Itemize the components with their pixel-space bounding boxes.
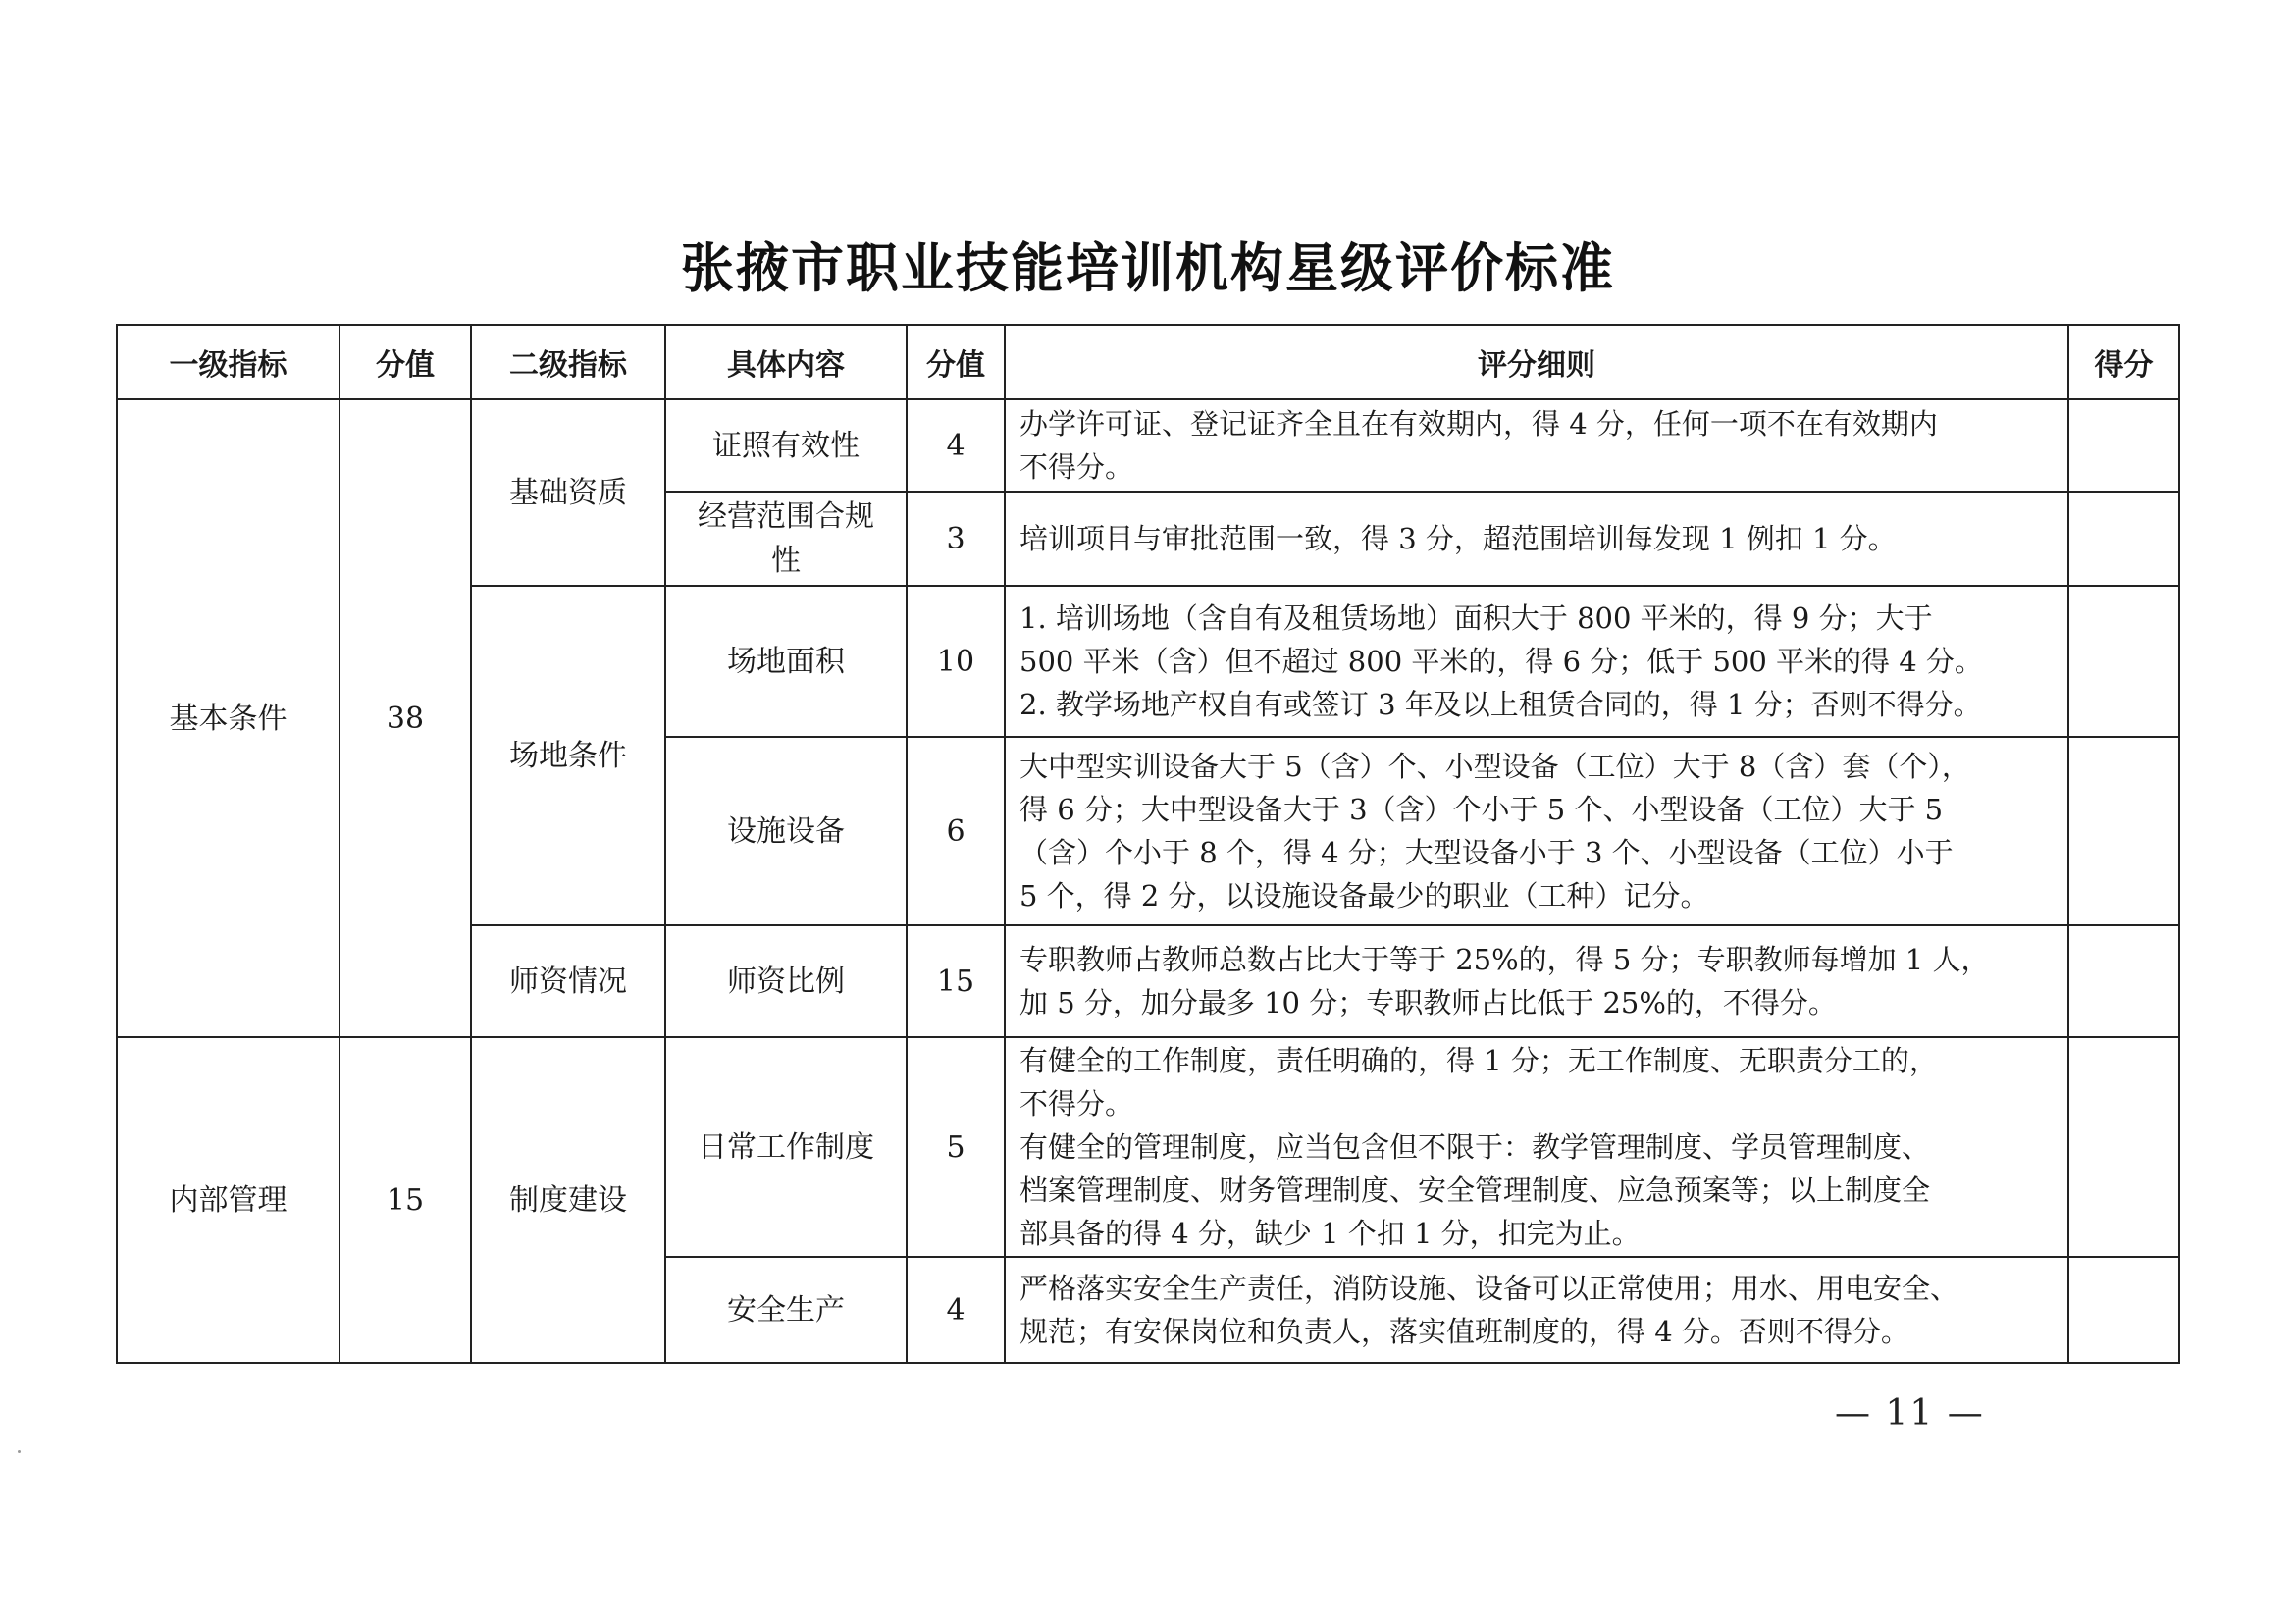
- score-cell: 3: [907, 492, 1005, 586]
- criteria-line: 有健全的管理制度，应当包含但不限于：教学管理制度、学员管理制度、: [1019, 1130, 1931, 1164]
- content-cell: 日常工作制度: [665, 1037, 907, 1257]
- score-cell: 5: [907, 1037, 1005, 1257]
- got-score-cell[interactable]: [2068, 1257, 2179, 1363]
- criteria-line: 2. 教学场地产权自有或签订 3 年及以上租赁合同的，得 1 分；否则不得分。: [1019, 688, 1982, 721]
- criteria-line: 1. 培训场地（含自有及租赁场地）面积大于 800 平米的，得 9 分；大于: [1019, 601, 1933, 635]
- criteria-line: 大中型实训设备大于 5（含）个、小型设备（工位）大于 8（含）套（个），: [1019, 750, 1970, 783]
- score-cell: 4: [907, 399, 1005, 492]
- criteria-line: 得 6 分；大中型设备大于 3（含）个小于 5 个、小型设备（工位）大于 5: [1019, 793, 1944, 826]
- content-cell: 设施设备: [665, 737, 907, 925]
- scan-speck: [18, 1450, 21, 1453]
- content-cell: 场地面积: [665, 586, 907, 737]
- content-cell: 证照有效性: [665, 399, 907, 492]
- criteria-line: 不得分。: [1019, 450, 1134, 484]
- score-cell: 4: [907, 1257, 1005, 1363]
- level1-score-cell: 38: [339, 399, 471, 1037]
- criteria-line: 500 平米（含）但不超过 800 平米的，得 6 分；低于 500 平米的得 4 分。: [1019, 645, 1983, 678]
- content-cell: [665, 492, 907, 586]
- content-line: 经营范围合规: [698, 499, 874, 534]
- content-cell: 师资比例: [665, 925, 907, 1037]
- score-cell: 10: [907, 586, 1005, 737]
- criteria-line: 规范；有安保岗位和负责人，落实值班制度的，得 4 分。否则不得分。: [1019, 1315, 1909, 1348]
- criteria-line: 培训项目与审批范围一致，得 3 分，超范围培训每发现 1 例扣 1 分。: [1019, 522, 1897, 555]
- header-got: 得分: [2068, 325, 2179, 399]
- got-score-cell[interactable]: [2068, 492, 2179, 586]
- got-score-cell[interactable]: [2068, 1037, 2179, 1257]
- criteria-line: 5 个，得 2 分，以设施设备最少的职业（工种）记分。: [1019, 879, 1709, 913]
- got-score-cell[interactable]: [2068, 586, 2179, 737]
- header-level2: 二级指标: [471, 325, 665, 399]
- criteria-line: 不得分。: [1019, 1087, 1134, 1121]
- header-criteria: 评分细则: [1005, 325, 2068, 399]
- level1-cell: 内部管理: [117, 1037, 339, 1363]
- criteria-line: 加 5 分，加分最多 10 分；专职教师占比低于 25%的，不得分。: [1019, 986, 1837, 1019]
- criteria-line: 办学许可证、登记证齐全且在有效期内，得 4 分，任何一项不在有效期内: [1019, 407, 1938, 441]
- table-header-row: [117, 325, 2179, 399]
- header-score1: 分值: [339, 325, 471, 399]
- criteria-cell: [1005, 1257, 2068, 1363]
- header-level1: 一级指标: [117, 325, 339, 399]
- level1-score-cell: 15: [339, 1037, 471, 1363]
- criteria-cell: [1005, 492, 2068, 586]
- score-cell: 6: [907, 737, 1005, 925]
- criteria-cell: [1005, 925, 2068, 1037]
- document-title: 张掖市职业技能培训机构星级评价标准: [681, 237, 1615, 299]
- header-content: 具体内容: [665, 325, 907, 399]
- got-score-cell[interactable]: [2068, 399, 2179, 492]
- criteria-line: （含）个小于 8 个，得 4 分；大型设备小于 3 个、小型设备（工位）小于: [1019, 836, 1954, 869]
- table-row: [117, 399, 2179, 492]
- criteria-line: 部具备的得 4 分，缺少 1 个扣 1 分，扣完为止。: [1019, 1217, 1641, 1250]
- header-score2: 分值: [907, 325, 1005, 399]
- criteria-cell: [1005, 1037, 2068, 1257]
- criteria-line: 严格落实安全生产责任，消防设施、设备可以正常使用；用水、用电安全、: [1019, 1272, 1959, 1305]
- got-score-cell[interactable]: [2068, 925, 2179, 1037]
- level2-cell: 场地条件: [471, 586, 665, 925]
- page-number: — 11 —: [1835, 1393, 1985, 1434]
- content-line: 性: [771, 544, 801, 578]
- level1-cell: 基本条件: [117, 399, 339, 1037]
- level2-cell: 基础资质: [471, 399, 665, 586]
- criteria-line: 专职教师占教师总数占比大于等于 25%的，得 5 分；专职教师每增加 1 人，: [1019, 943, 1990, 976]
- criteria-cell: [1005, 737, 2068, 925]
- criteria-cell: [1005, 399, 2068, 492]
- evaluation-table: [116, 324, 2180, 1364]
- level2-cell: 制度建设: [471, 1037, 665, 1363]
- content-cell: 安全生产: [665, 1257, 907, 1363]
- criteria-line: 有健全的工作制度，责任明确的，得 1 分；无工作制度、无职责分工的，: [1019, 1044, 1938, 1077]
- got-score-cell[interactable]: [2068, 737, 2179, 925]
- level2-cell: 师资情况: [471, 925, 665, 1037]
- score-cell: 15: [907, 925, 1005, 1037]
- criteria-line: 档案管理制度、财务管理制度、安全管理制度、应急预案等；以上制度全: [1019, 1174, 1931, 1207]
- criteria-cell: [1005, 586, 2068, 737]
- table-row: [117, 1037, 2179, 1257]
